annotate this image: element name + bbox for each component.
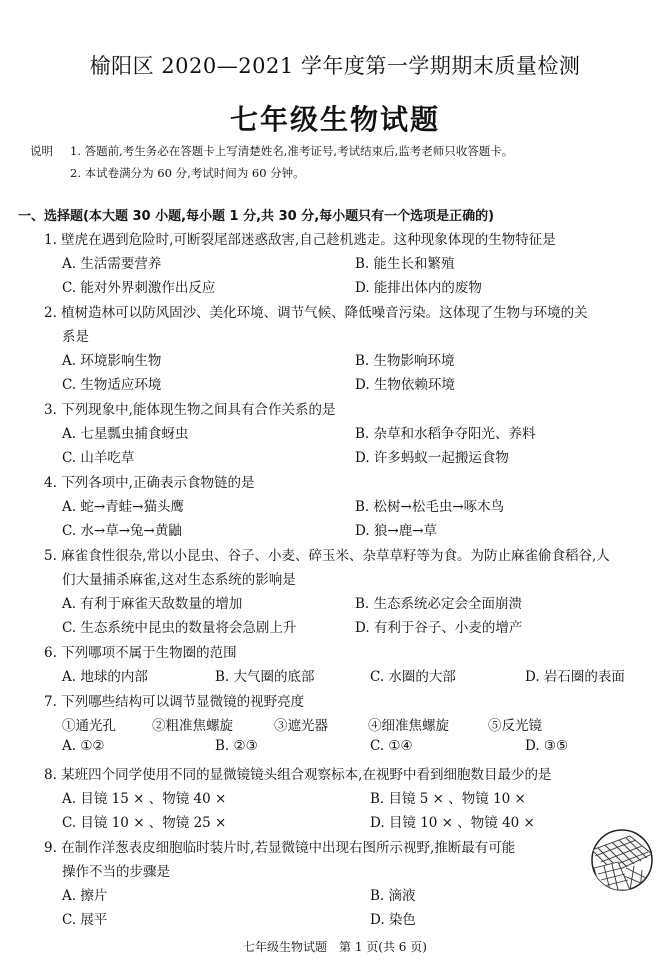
page-footer: 七年级生物试题 第 1 页(共 6 页) (243, 940, 427, 954)
option-d: D. 岩石圈的表面 (525, 669, 625, 685)
instructions (30, 140, 650, 184)
option-c: C. 水圈的大部 (370, 669, 456, 685)
section-heading: 一、选择题(本大题 30 小题,每小题 1 分,共 30 分,每小题只有一个选项是正确的) (18, 209, 495, 224)
option-d: D. 有利于谷子、小麦的增产 (355, 620, 523, 636)
question-stem: 8. 某班四个同学使用不同的显微镜镜头组合观察标本,在视野中看到细胞数目最少的是 (44, 767, 552, 783)
question-stem: 9. 在制作洋葱表皮细胞临时装片时,若显微镜中出现右图所示视野,推断最有可能 (44, 840, 516, 856)
exam-subtitle: 七年级生物试题 (229, 103, 440, 136)
structure-item: ⑤反光镜 (488, 718, 542, 734)
option-c: C. ①④ (370, 738, 413, 754)
option-a: A. 目镜 15 × 、物镜 40 × (62, 791, 227, 807)
option-b: B. 目镜 5 × 、物镜 10 × (370, 791, 526, 807)
option-a: A. 地球的内部 (62, 669, 148, 685)
option-a: A. 擦片 (62, 888, 108, 904)
question-stem: 5. 麻雀食性很杂,常以小昆虫、谷子、小麦、碎玉米、杂草草籽等为食。为防止麻雀偷食稻谷,人 (44, 548, 610, 564)
option-c: C. 展平 (62, 912, 108, 928)
question-stem-cont: 操作不当的步骤是 (62, 864, 170, 880)
option-b: B. 杂草和水稻争夺阳光、养料 (355, 426, 536, 442)
option-c: C. 山羊吃草 (62, 450, 135, 466)
option-a: A. 环境影响生物 (62, 353, 162, 369)
question-stem: 3. 下列现象中,能体现生物之间具有合作关系的是 (44, 402, 336, 418)
option-d: D. 能排出体内的废物 (355, 280, 482, 296)
question-stem-cont: 系是 (62, 329, 89, 345)
question-stem: 4. 下列各项中,正确表示食物链的是 (44, 475, 255, 491)
option-b: B. 大气圈的底部 (215, 669, 315, 685)
structure-item: ②粗准焦螺旋 (152, 718, 233, 734)
option-d: D. 目镜 10 × 、物镜 40 × (370, 815, 535, 831)
option-b: B. 滴液 (370, 888, 416, 904)
option-d: D. ③⑤ (525, 738, 569, 754)
option-d: D. 许多蚂蚁一起搬运食物 (355, 450, 509, 466)
option-a: A. 蛇→青蛙→猫头鹰 (62, 499, 184, 515)
option-c: C. 能对外界刺激作出反应 (62, 280, 216, 296)
option-a: A. 七星瓢虫捕食蚜虫 (62, 426, 189, 442)
option-b: B. 松树→松毛虫→啄木鸟 (355, 499, 505, 515)
option-d: D. 生物依赖环境 (355, 377, 455, 393)
question-stem: 2. 植树造林可以防风固沙、美化环境、调节气候、降低噪音污染。这体现了生物与环境的关 (44, 305, 588, 321)
option-b: B. 生态系统必定会全面崩溃 (355, 596, 523, 612)
structure-item: ③遮光器 (274, 718, 328, 734)
structure-item: ①通光孔 (62, 718, 116, 734)
option-a: A. 有利于麻雀天敌数量的增加 (62, 596, 243, 612)
option-a: A. ①② (62, 738, 105, 754)
option-d: D. 染色 (370, 912, 416, 928)
option-c: C. 生态系统中昆虫的数量将会急剧上升 (62, 620, 297, 636)
question-stem: 6. 下列哪项不属于生物圈的范围 (44, 645, 237, 661)
option-b: B. ②③ (215, 738, 258, 754)
option-c: C. 目镜 10 × 、物镜 25 × (62, 815, 227, 831)
question-stem-cont: 们大量捕杀麻雀,这对生态系统的影响是 (62, 572, 296, 588)
option-b: B. 生物影响环境 (355, 353, 455, 369)
structure-item: ④细准焦螺旋 (368, 718, 449, 734)
instruction-item: 2. 本试卷满分为 60 分,考试时间为 60 分钟。 (70, 166, 305, 180)
question-stem: 1. 壁虎在遇到危险时,可断裂尾部迷惑敌害,自己趁机逃走。这种现象体现的生物特征是 (44, 232, 556, 248)
option-a: A. 生活需要营养 (62, 256, 162, 272)
option-d: D. 狼→鹿→草 (355, 523, 438, 539)
question-stem: 7. 下列哪些结构可以调节显微镜的视野亮度 (44, 694, 305, 710)
option-c: C. 生物适应环境 (62, 377, 162, 393)
option-c: C. 水→草→兔→黄鼬 (62, 523, 182, 539)
instructions-label: 说明 (30, 144, 53, 158)
exam-title: 榆阳区 2020—2021 学年度第一学期期末质量检测 (89, 54, 581, 78)
option-b: B. 能生长和繁殖 (355, 256, 455, 272)
instruction-item: 1. 答题前,考生务必在答题卡上写清楚姓名,准考证号,考试结束后,监考老师只收答题卡。 (70, 144, 514, 158)
microscope-field-figure (590, 828, 654, 892)
